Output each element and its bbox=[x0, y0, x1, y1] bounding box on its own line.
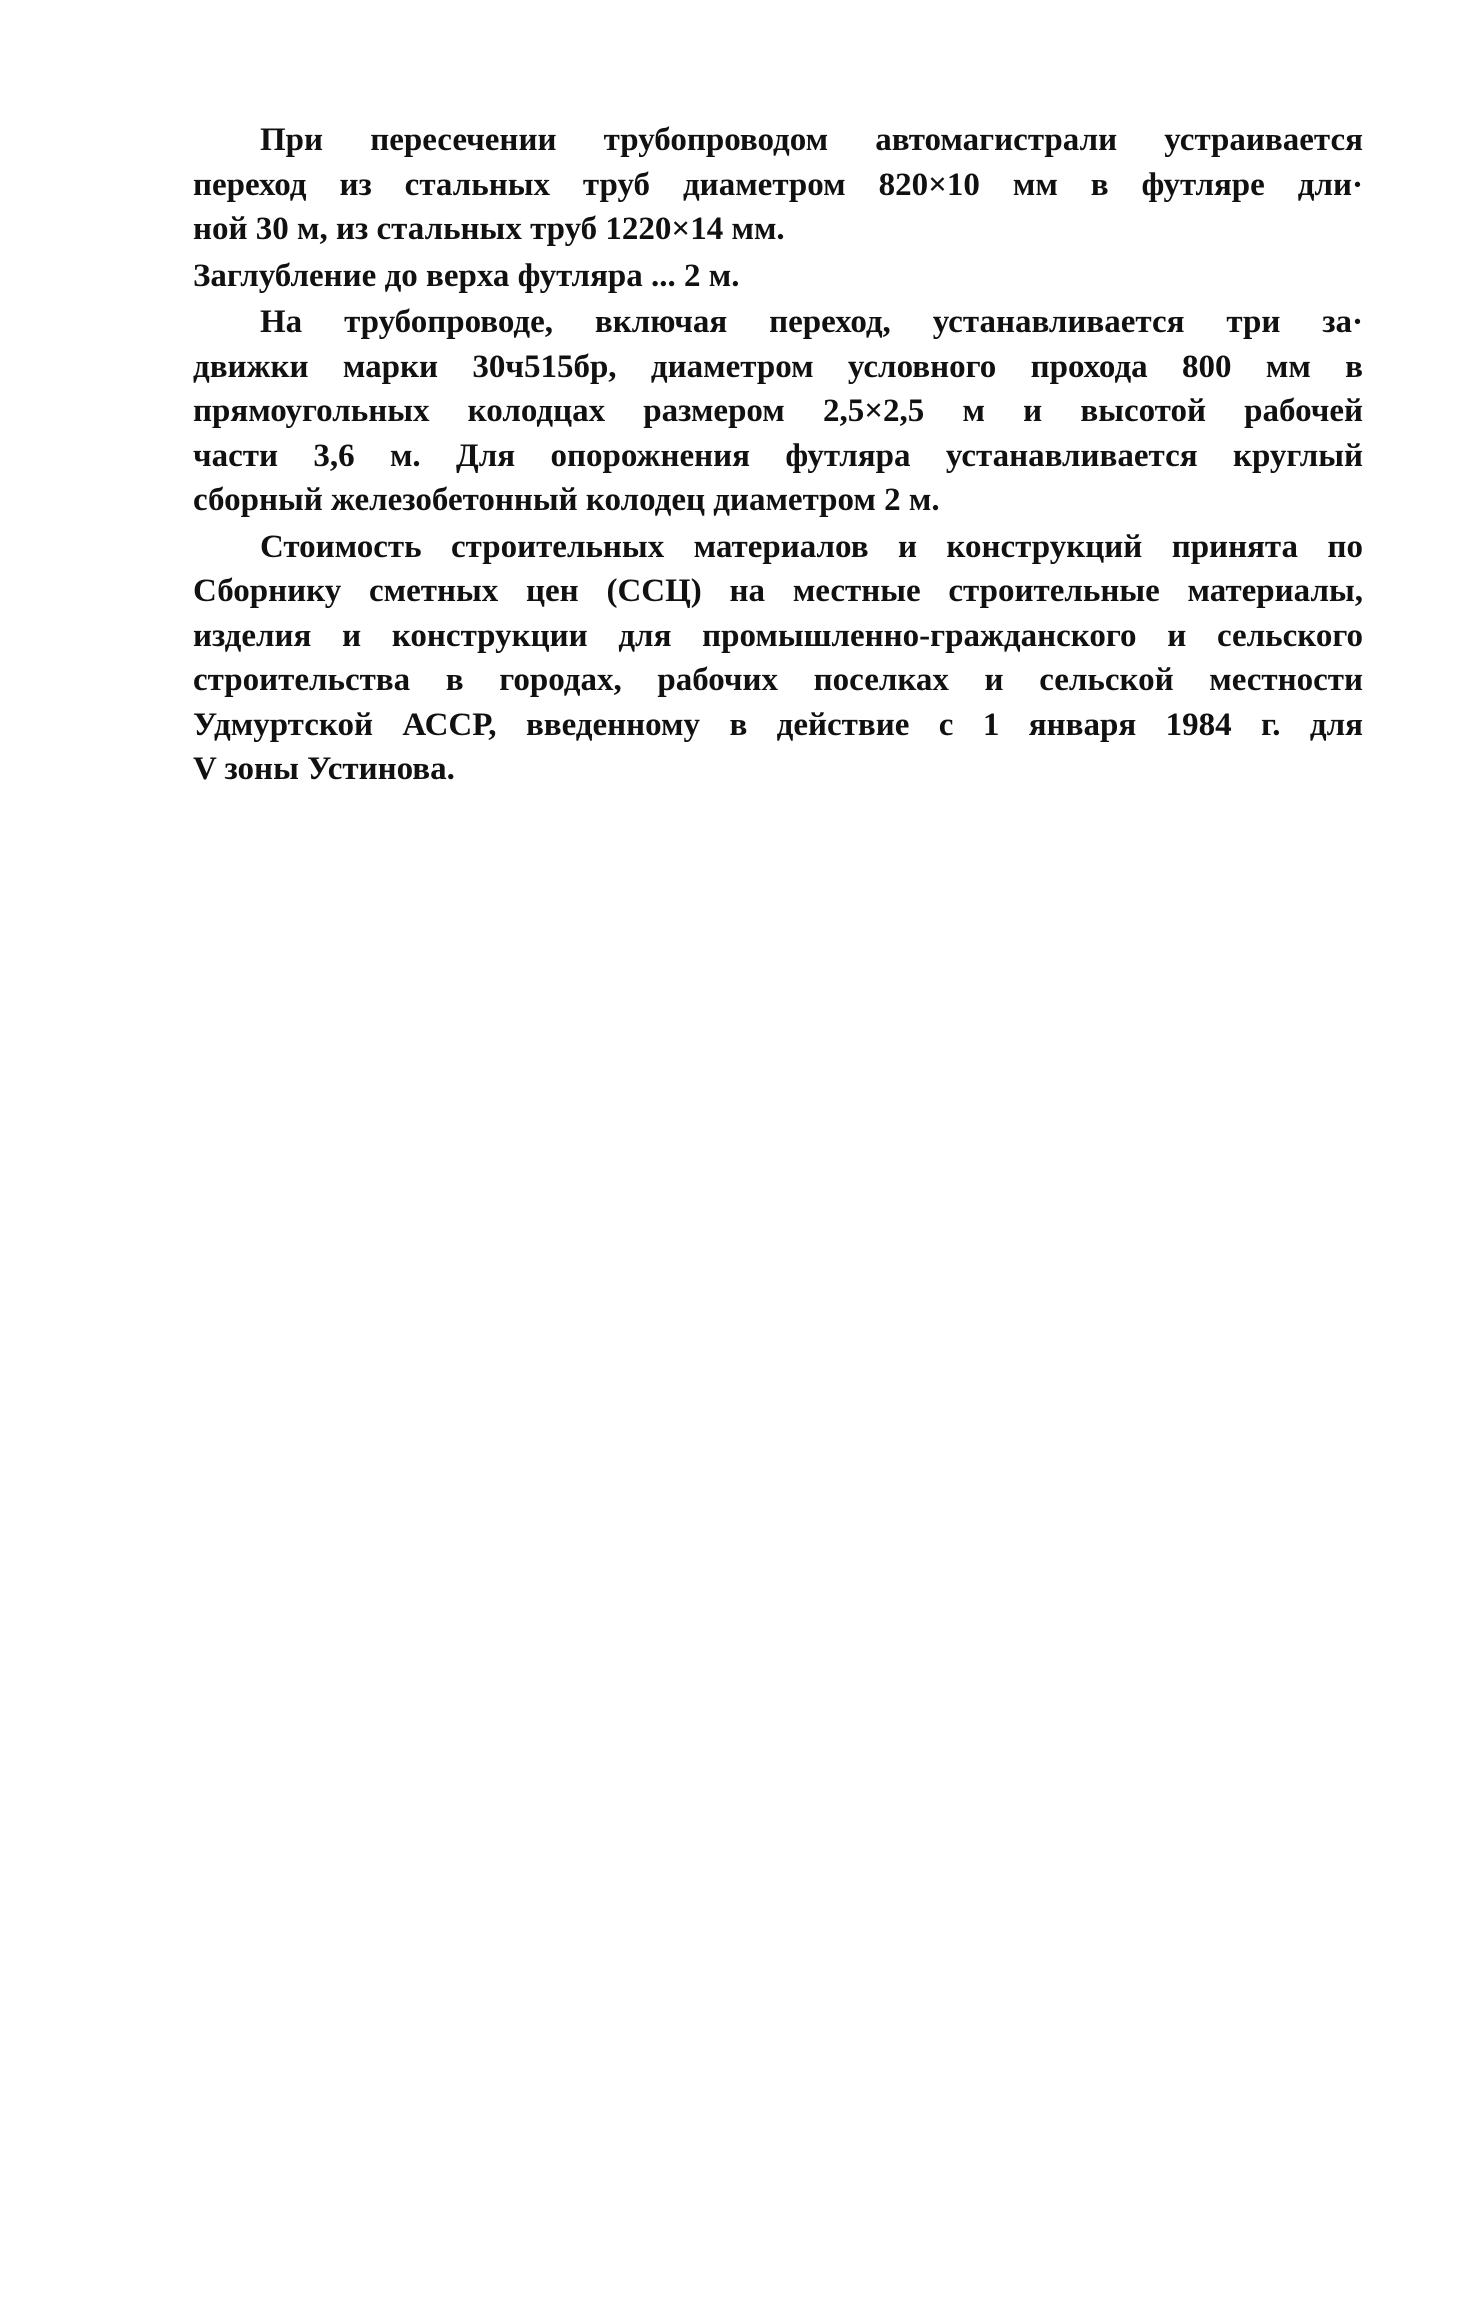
text-line: строительства в городах, рабочих поселках и сельской местности bbox=[193, 662, 1363, 698]
text-line: переход из стальных труб диаметром 820×10 мм в футляре дли· bbox=[193, 166, 1363, 203]
text-line: Заглубление до верха футляра ... 2 м. bbox=[193, 257, 740, 294]
text-line: При пересечении трубопроводом автомагистрали устраивается bbox=[260, 122, 1363, 158]
paragraph-highway-crossing bbox=[193, 118, 1363, 252]
text-line: Удмуртской АССР, введенному в действие с 1 января 1984 г. для bbox=[193, 706, 1363, 743]
text-line: сборный железобетонный колодец диаметром 2 м. bbox=[193, 482, 940, 518]
text-line: прямоугольных колодцах размером 2,5×2,5 м и высотой рабочей bbox=[193, 393, 1363, 429]
text-line: ной 30 м, из стальных труб 1220×14 мм. bbox=[193, 211, 785, 247]
text-line: Сборнику сметных цен (ССЦ) на местные строительные материалы, bbox=[193, 573, 1363, 609]
text-line: Стоимость строительных материалов и конструкций принята по bbox=[260, 528, 1363, 565]
text-line: движки марки 30ч515бр, диаметром условного прохода 800 мм в bbox=[193, 348, 1363, 385]
paragraph-cost bbox=[193, 525, 1363, 792]
text-line: изделия и конструкции для промышленно-гражданского и сельского bbox=[193, 617, 1363, 654]
text-line: На трубопроводе, включая переход, устанавливается три за· bbox=[260, 304, 1363, 340]
paragraph-depth bbox=[193, 254, 1363, 299]
paragraph-valves bbox=[193, 300, 1363, 523]
body-text bbox=[193, 118, 1363, 792]
text-line: части 3,6 м. Для опорожнения футляра устанавливается круглый bbox=[193, 437, 1363, 474]
text-line: V зоны Устинова. bbox=[193, 751, 455, 787]
